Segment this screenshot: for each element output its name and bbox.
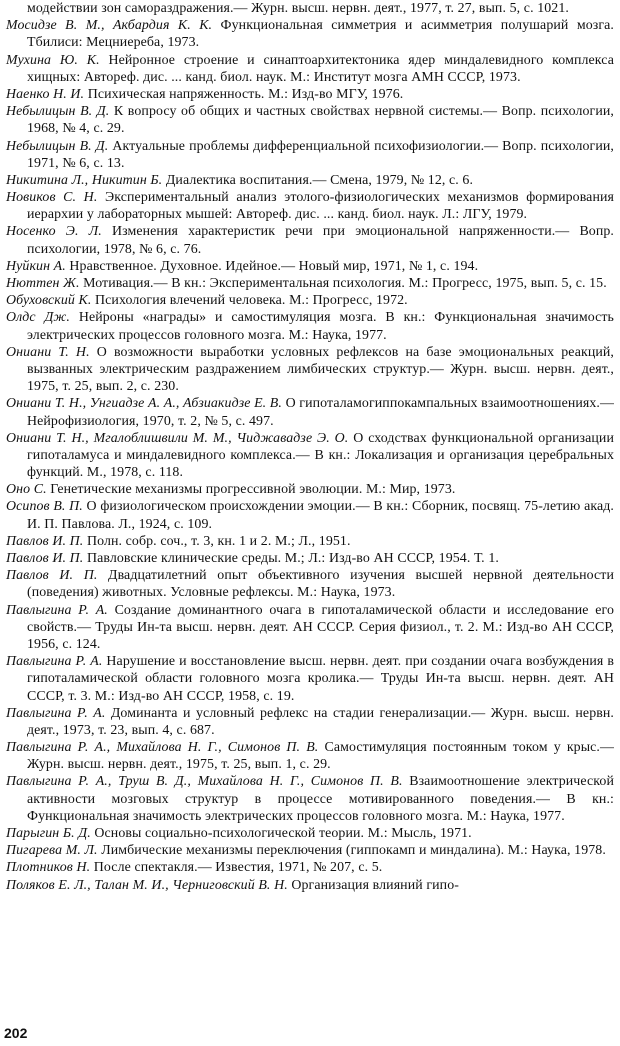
reference-text: Психология влечений человека. М.: Прогресс, 1972.: [95, 293, 408, 309]
reference-text: Создание доминантного очага в гипоталамической области и исследование его свойств.— Труды Ин-та высш. нервн. деят. АН СССР. Серия физиол., т. 2. М.: Изд-во АН СССР, 1956, с. 124.: [27, 602, 615, 652]
reference-entry: [6, 773, 614, 825]
reference-entry: [6, 223, 614, 257]
reference-text: Нейроны «награды» и самостимуляция мозга. В кн.: Функциональная значимость электрических процессов головного мозга. М.: Наука, 1977.: [27, 310, 614, 343]
reference-text: Организация влияний гипо-: [291, 877, 459, 893]
reference-text: О сходствах функциональной организации гипоталамуса и миндалевидного комплекса.— В кн.: Локализация и организация церебральных функций. М., 1978, с. 118.: [27, 430, 614, 481]
reference-entry: [6, 395, 614, 429]
reference-entry: [6, 17, 614, 51]
reference-authors: Павлыгина Р. А.: [6, 654, 103, 670]
reference-entry: [6, 86, 614, 103]
reference-text: К вопросу об общих и частных свойствах нервной системы.— Вопр. психологии, 1968, № 4, с. 29.: [27, 104, 614, 137]
reference-text: Актуальные проблемы дифференциальной психофизиологии.— Вопр. психологии, 1971, № 6, с. 13.: [27, 138, 614, 171]
reference-text: Экспериментальный анализ этолого-физиологических механизмов формирования иерархии у лабораторных мышей: Автореф. дис. ... канд. биол. наук. Л.: ЛГУ, 1979.: [27, 190, 614, 223]
reference-text: Диалектика воспитания.— Смена, 1979, № 12, с. 6.: [165, 172, 474, 188]
reference-authors: Павлов И. П.: [6, 551, 84, 566]
reference-authors: Осипов В. П.: [6, 499, 83, 515]
page-number: 202: [4, 1025, 28, 1041]
reference-authors: Ониани Т. Н., Унгиадзе А. А., Абзиакидзе Е. В.: [6, 396, 282, 412]
reference-entry: [6, 842, 614, 859]
reference-entry: [6, 550, 614, 567]
reference-text: Доминанта и условный рефлекс на стадии генерализации.— Журн. высш. нервн. деят., 1973, т. 23, вып. 4, с. 687.: [27, 705, 615, 738]
reference-entry: [6, 275, 614, 292]
reference-list: [6, 0, 614, 894]
reference-entry: [6, 172, 614, 189]
reference-entry: [6, 602, 614, 654]
reference-entry: [6, 258, 614, 275]
reference-authors: Павлыгина Р. А., Михайлова Н. Г., Симонов П. В.: [6, 740, 319, 756]
reference-text: Взаимоотношение электрической активности мозговых структур в процессе мотивированного поведения.— В кн.: Функциональная значимость электрических процессов головного мозга. М.: Наука, 1977.: [27, 774, 614, 824]
reference-entry: [6, 739, 614, 773]
reference-text: Генетические механизмы прогрессивной эволюции. М.: Мир, 1973.: [50, 482, 456, 498]
reference-authors: Ониани Т. Н., Мгалоблишвили М. М., Чиджавадзе Э. О.: [6, 430, 349, 446]
reference-text: О гипоталамогиппокампальных взаимоотношениях.— Нейрофизиология, 1970, т. 2, № 5, с. 497.: [27, 396, 615, 429]
reference-entry: [6, 877, 614, 894]
reference-entry: [6, 567, 614, 601]
reference-text: Павловские клинические среды. М.; Л.: Изд-во АН СССР, 1954. Т. 1.: [86, 551, 499, 566]
reference-authors: Олдс Дж.: [6, 310, 71, 326]
reference-text: О возможности выработки условных рефлексов на базе эмоциональных реакций, вызванных электрическим раздражением лимбических структур.— Журн. высш. нервн. деят., 1975, т. 25, вып. 2, с. 230.: [27, 344, 615, 395]
reference-entry: [6, 430, 614, 482]
reference-entry: [6, 292, 614, 309]
reference-entry: [6, 498, 614, 532]
reference-authors: Носенко Э. Л.: [6, 224, 102, 240]
reference-entry: [6, 138, 614, 172]
reference-entry: [6, 825, 614, 842]
reference-entry: [6, 0, 614, 17]
reference-authors: Павлов И. П.: [6, 568, 98, 584]
reference-authors: Павлыгина Р. А.: [6, 705, 106, 721]
reference-authors: Мухина Ю. К.: [6, 52, 100, 68]
reference-text: Психическая напряженность. М.: Изд-во МГУ, 1976.: [87, 86, 404, 102]
reference-text: Мотивация.— В кн.: Экспериментальная психология. М.: Прогресс, 1975, вып. 5, с. 15.: [83, 276, 607, 291]
reference-entry: [6, 705, 614, 739]
reference-authors: Небылицын В. Д.: [6, 138, 109, 154]
reference-text: Основы социально-психологической теории. М.: Мысль, 1971.: [94, 826, 472, 841]
reference-authors: Обуховский К.: [6, 293, 92, 309]
reference-entry: [6, 103, 614, 137]
reference-entry: [6, 481, 614, 498]
reference-authors: Павлыгина Р. А., Труш В. Д., Михайлова Н. Г., Симонов П. В.: [6, 774, 403, 790]
reference-authors: Парыгин Б. Д.: [6, 826, 91, 841]
reference-authors: Ониани Т. Н.: [6, 344, 90, 360]
reference-text: Изменения характеристик речи при эмоциональной напряженности.— Вопр. психологии, 1978, № 6, с. 76.: [27, 224, 615, 257]
reference-entry: [6, 859, 614, 876]
reference-authors: Плотников Н.: [6, 860, 91, 876]
reference-authors: Оно С.: [6, 482, 47, 498]
reference-text: Функциональная симметрия и асимметрия полушарий мозга. Тбилиси: Мецниереба, 1973.: [27, 18, 614, 51]
reference-entry: [6, 52, 614, 86]
reference-authors: Новиков С. Н.: [6, 190, 98, 206]
reference-text: Лимбические механизмы переключения (гиппокамп и миндалина). М.: Наука, 1978.: [101, 843, 606, 859]
reference-text: О физиологическом происхождении эмоции.— В кн.: Сборник, посвящ. 75-летию акад. И. П. Павлова. Л., 1924, с. 109.: [27, 499, 614, 532]
reference-text: Двадцатилетний опыт объективного изучения высшей нервной деятельности (поведения) животных. Условные рефлексы. М.: Наука, 1973.: [27, 568, 614, 601]
reference-entry: [6, 653, 614, 705]
reference-entry: [6, 309, 614, 343]
reference-text: Нейронное строение и синаптоархитектоника ядер миндалевидного комплекса хищных: Автореф. дис. ... канд. биол. наук. М.: Институт мозга АМН СССР, 1973.: [27, 52, 614, 85]
reference-authors: Мосидзе В. М., Акбардия К. К.: [6, 18, 213, 34]
reference-authors: Павлов И. П.: [6, 533, 84, 549]
reference-authors: Пигарева М. Л.: [6, 843, 98, 859]
reference-text: Полн. собр. соч., т. 3, кн. 1 и 2. М.; Л., 1951.: [86, 533, 351, 549]
reference-text: Самостимуляция постоянным током у крыс.— Журн. высш. нервн. деят., 1975, т. 25, вып. 1, с. 29.: [27, 740, 614, 773]
reference-entry: [6, 533, 614, 550]
reference-text: После спектакля.— Известия, 1971, № 207, с. 5.: [93, 860, 383, 876]
reference-authors: Павлыгина Р. А.: [6, 602, 108, 618]
reference-authors: Наенко Н. И.: [6, 86, 85, 102]
reference-authors: Поляков Е. Л., Талан М. И., Черниговский В. Н.: [6, 877, 288, 893]
reference-text: модействии зон самораздражения.— Журн. высш. нервн. деят., 1977, т. 27, вып. 5, с. 1021.: [27, 1, 569, 16]
reference-text: Нарушение и восстановление высш. нервн. деят. при создании очага возбуждения в гипоталамической области головного мозга кролика.— Труды Ин-та высш. нервн. деят. АН СССР, т. 3. М.: Изд-во АН СССР, 1958, с. 19.: [27, 654, 615, 704]
reference-authors: Небылицын В. Д.: [6, 104, 110, 120]
reference-authors: Никитина Л., Никитин Б.: [6, 172, 163, 188]
reference-text: Нравственное. Духовное. Идейное.— Новый мир, 1971, № 1, с. 194.: [69, 258, 479, 274]
reference-authors: Нуйкин А.: [6, 258, 66, 274]
reference-entry: [6, 189, 614, 223]
reference-authors: Нюттен Ж.: [6, 276, 80, 291]
reference-entry: [6, 344, 614, 396]
